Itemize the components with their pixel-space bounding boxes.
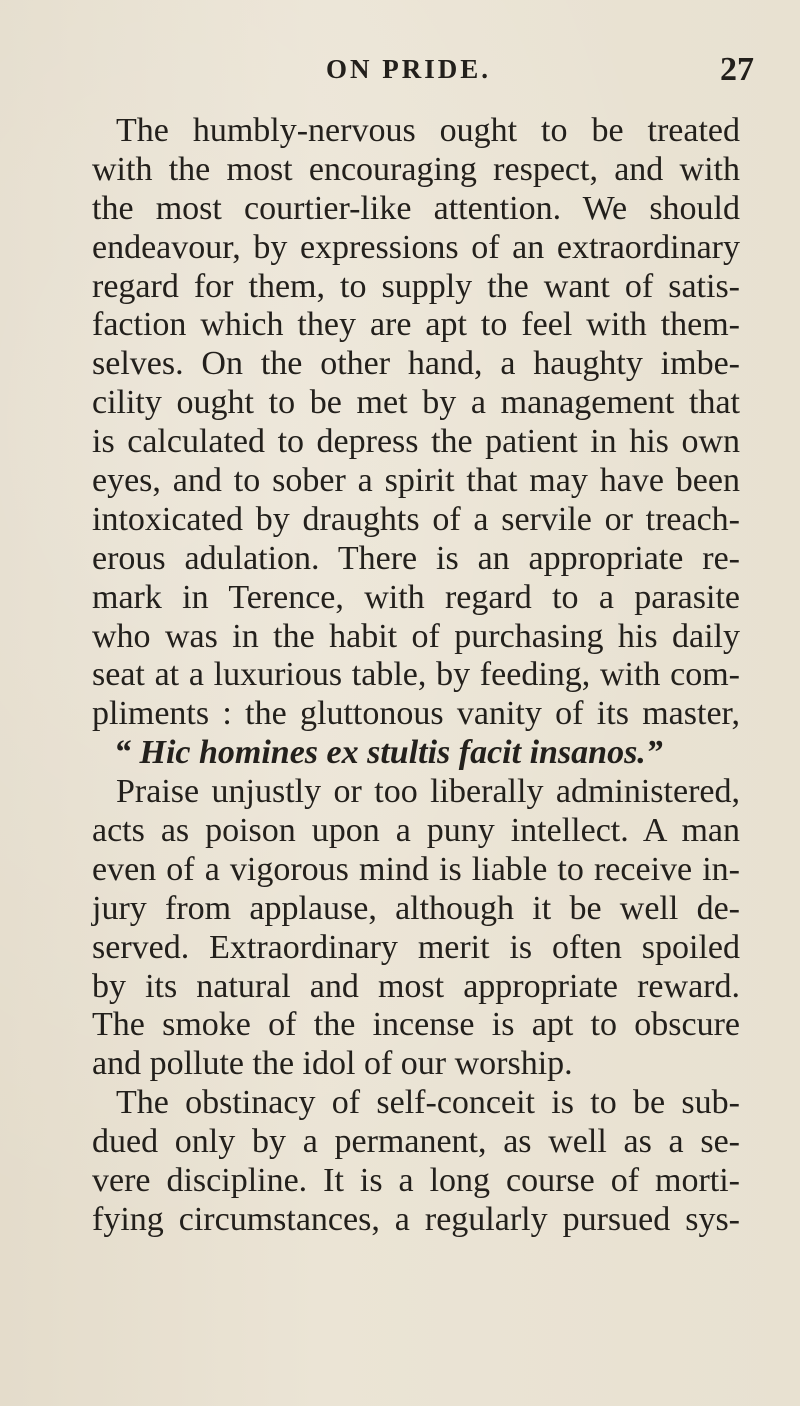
- text-line: with the most encouraging respect, and with: [92, 150, 740, 188]
- text-line: endeavour, by expressions of an extraordinary: [92, 228, 740, 266]
- text-line: pliments : the gluttonous vanity of its master,: [92, 695, 740, 733]
- text-line: The obstinacy of self-conceit is to be sub-: [116, 1084, 740, 1122]
- text-line: faction which they are apt to feel with them-: [92, 306, 740, 344]
- text-line: fying circumstances, a regularly pursued sys-: [92, 1200, 740, 1238]
- text-line: The smoke of the incense is apt to obscure: [92, 1006, 740, 1044]
- text-line: eyes, and to sober a spirit that may have been: [92, 462, 740, 500]
- body-text: [92, 112, 740, 1240]
- text-line: cility ought to be met by a management that: [92, 384, 740, 422]
- text-line: seat at a luxurious table, by feeding, with com-: [92, 656, 740, 694]
- text-line: dued only by a permanent, as well as a se-: [92, 1123, 740, 1161]
- text-line: served. Extraordinary merit is often spoiled: [92, 928, 740, 966]
- text-line: vere discipline. It is a long course of morti-: [92, 1162, 740, 1200]
- text-line: erous adulation. There is an appropriate re-: [92, 539, 740, 577]
- text-line: and pollute the idol of our worship.: [92, 1045, 573, 1083]
- text-line: The humbly-nervous ought to be treated: [116, 112, 740, 149]
- text-line: regard for them, to supply the want of satis-: [92, 267, 740, 305]
- page-number: 27: [720, 51, 754, 88]
- latin-quotation: “ Hic homines ex stultis facit insanos.”: [114, 734, 663, 772]
- text-line: the most courtier-like attention. We should: [92, 189, 740, 227]
- text-line: even of a vigorous mind is liable to receive in-: [92, 850, 740, 888]
- text-line: Praise unjustly or too liberally administered,: [116, 773, 740, 811]
- text-line: jury from applause, although it be well de-: [92, 889, 740, 927]
- running-title: ON PRIDE.: [326, 54, 492, 84]
- text-line: selves. On the other hand, a haughty imbe-: [92, 345, 740, 383]
- text-line: mark in Terence, with regard to a parasite: [92, 578, 740, 616]
- text-line: by its natural and most appropriate reward.: [92, 967, 740, 1005]
- text-line: is calculated to depress the patient in his own: [92, 423, 740, 461]
- text-line: acts as poison upon a puny intellect. A man: [92, 812, 740, 850]
- text-line: intoxicated by draughts of a servile or treach-: [92, 500, 740, 538]
- text-line: who was in the habit of purchasing his daily: [92, 617, 740, 655]
- page-header: [0, 51, 800, 94]
